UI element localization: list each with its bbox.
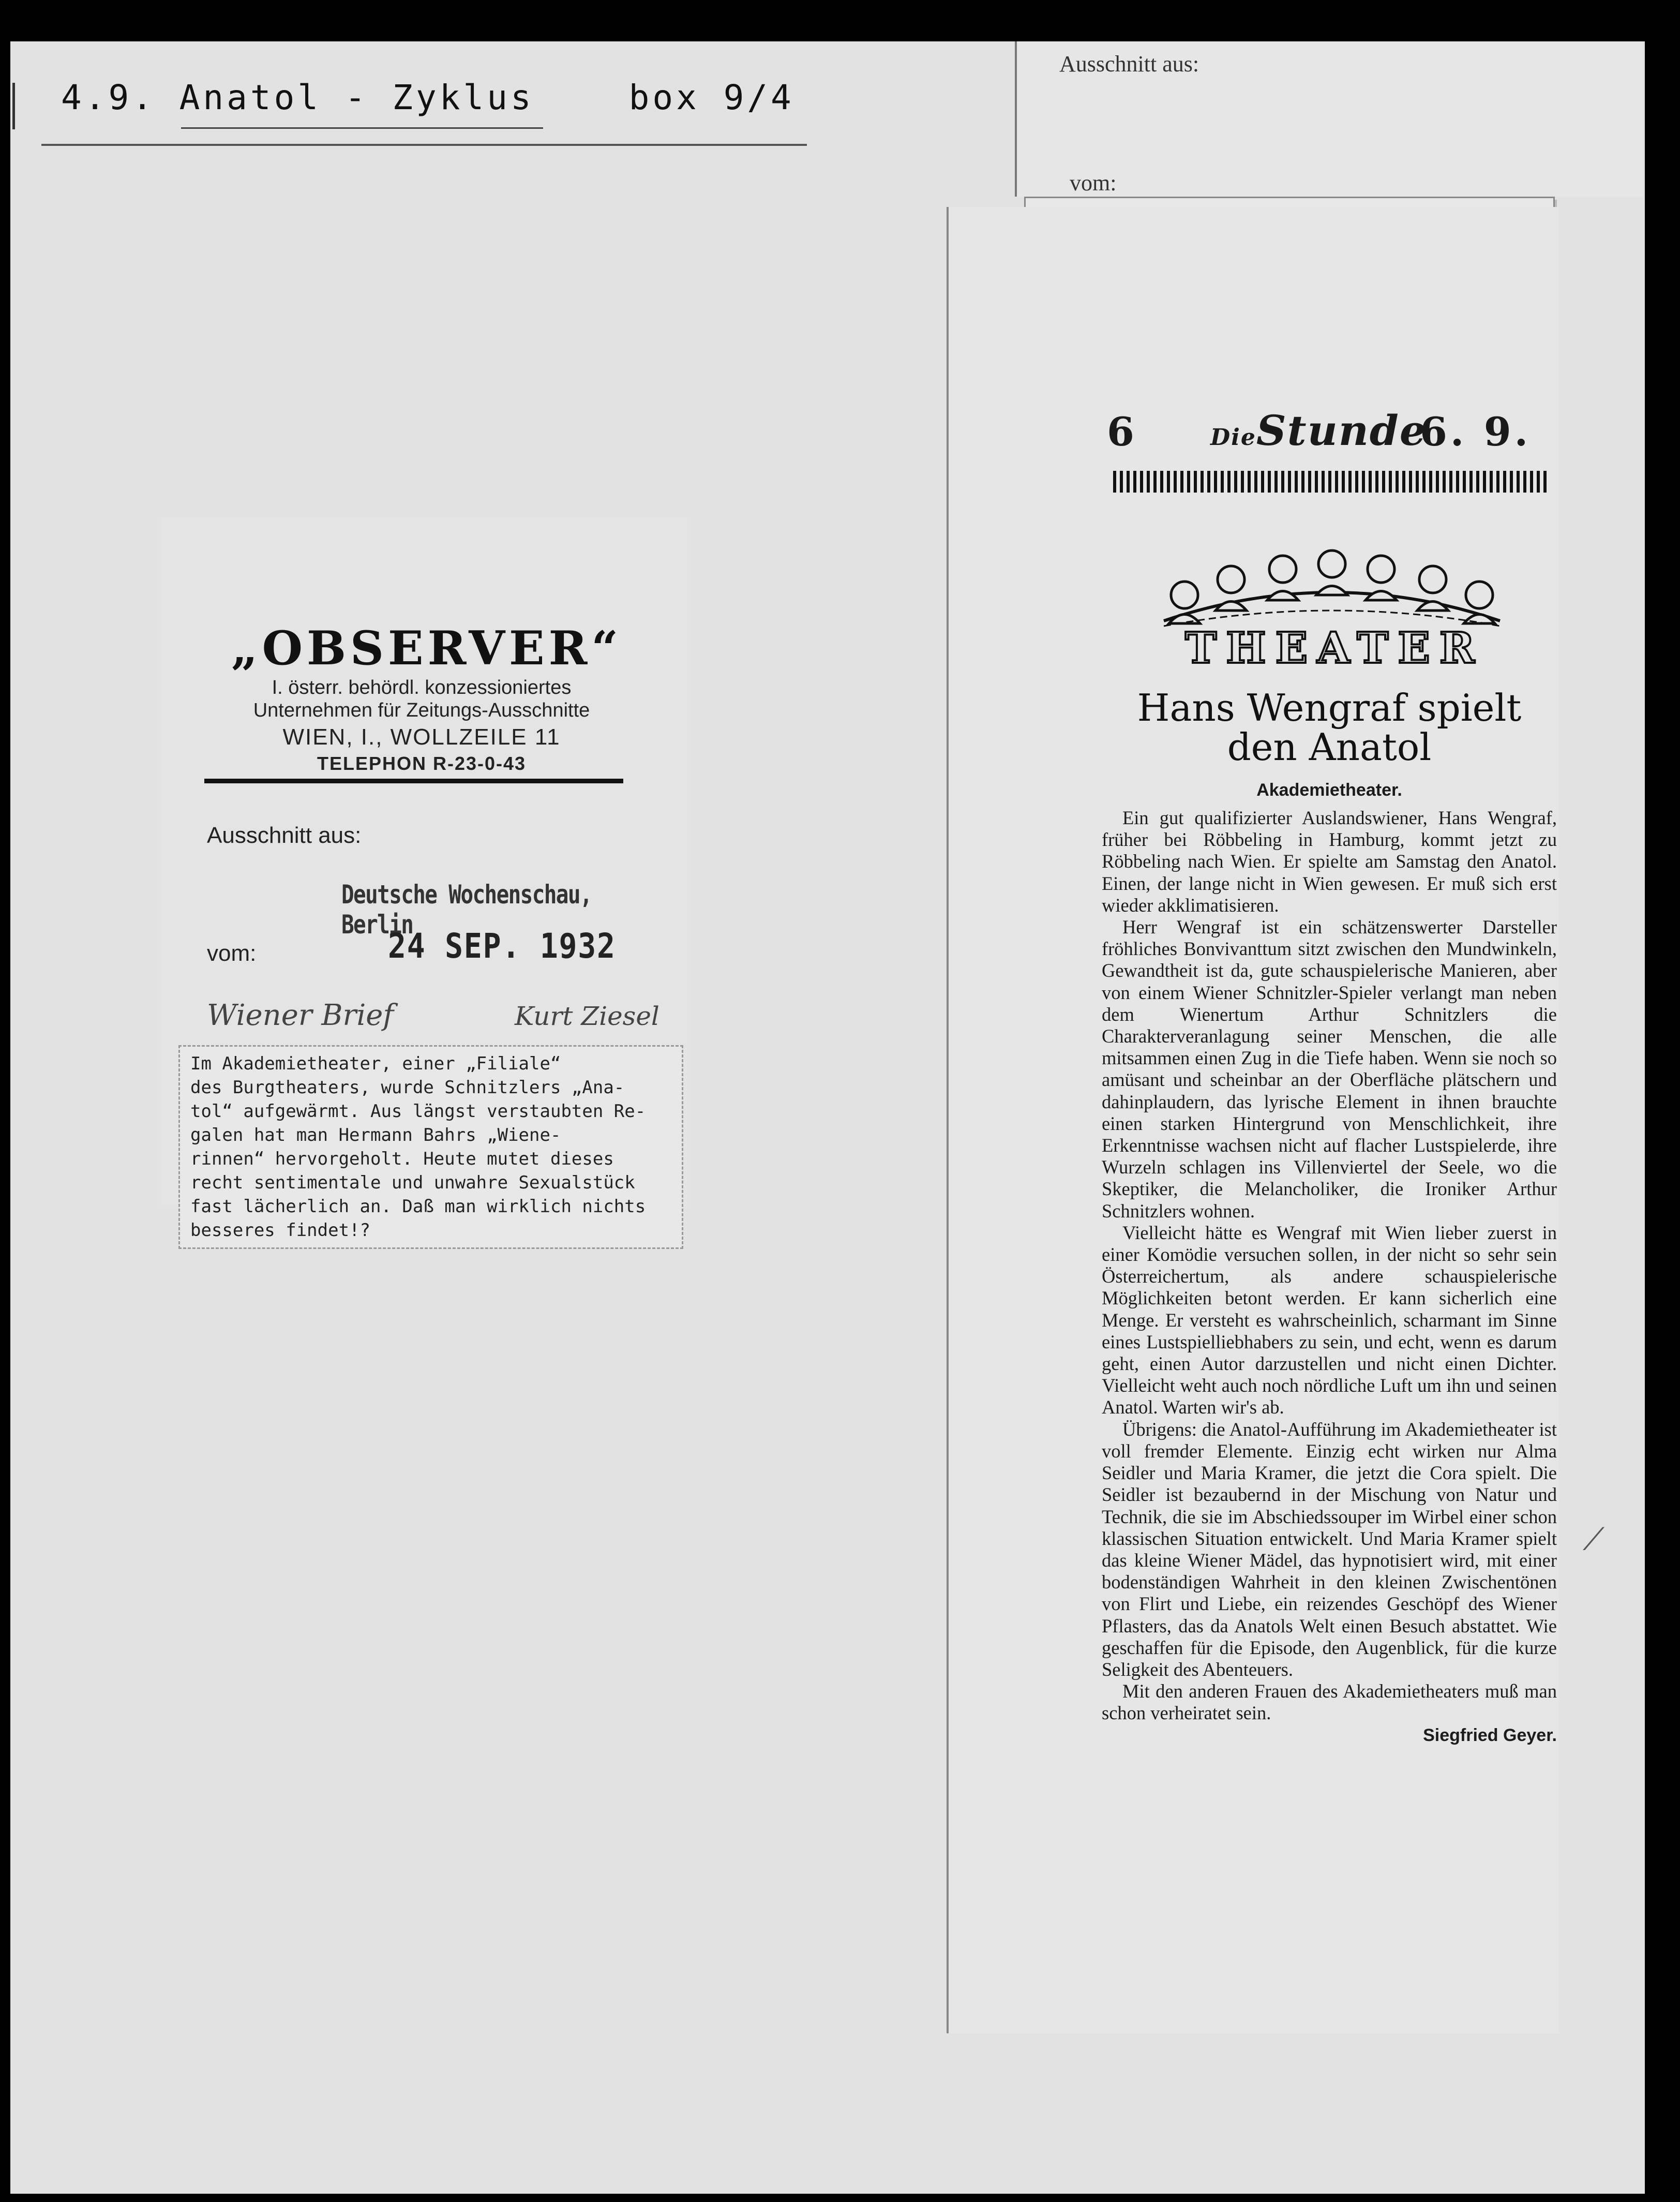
handwritten-note-right: Kurt Ziesel [515, 1001, 659, 1031]
title-underline [181, 127, 543, 129]
newspaper-date: 6. 9. [1420, 409, 1532, 455]
article-headline: Hans Wengraf spielt den Anatol [1137, 686, 1522, 769]
slip-vom-label: vom: [1070, 170, 1117, 196]
article-paragraph: Mit den anderen Frauen des Akademietheaters muß man schon verheiratet sein. [1102, 1680, 1557, 1724]
slip-ausschnitt-label: Ausschnitt aus: [1059, 51, 1199, 77]
observer-line-1: I. österr. behördl. konzessioniertes [272, 677, 572, 698]
paper-crease-mark: ⟋ [1583, 1521, 1604, 1557]
archive-header-label: 4.9. Anatol - Zyklus box 9/4 [61, 78, 794, 117]
article-body [1102, 807, 1557, 1746]
section-heading-theater: THEATER [1185, 623, 1484, 673]
article-paragraph: Herr Wengraf ist ein schätzenswerter Darsteller fröhliches Bonvivanttum sitzt zwischen den Mundwinkeln, Gewandtheit ist da, gute schauspielerische Manieren, aber von einem Wiener Schnitzler-Spieler verlangt man neben dem Wienertum Arthur Schnitzlers die Charakterveranlagung seiner Menschen, die alle mitsammen einen Zug in die Tiefe haben. Wenn sie noch so amüsant und scheinbar an der Oberfläche plätschern und dahinplaudern, das lyrische Element in ihnen brauchte einen starken Hintergrund von Menschlichkeit, ihre Erkenntnisse wachsen nicht auf flacher Lustspielerde, ihre Wurzeln schlagen ins Villenviertel der Seele, wo die Skeptiker, die Melancholiker, die Ironiker Arthur Schnitzlers wohnen. [1102, 916, 1557, 1222]
observer-rule [204, 779, 623, 783]
article-signature: Siegfried Geyer. [1423, 1725, 1557, 1745]
observer-title: „OBSERVER“ [231, 621, 623, 676]
masthead-prefix: Die [1210, 424, 1256, 451]
newspaper-masthead [1210, 406, 1427, 455]
observer-telephone: TELEPHON R-23-0-43 [317, 753, 527, 774]
handwritten-note-left: Wiener Brief [207, 999, 394, 1032]
article-paragraph: Übrigens: die Anatol-Aufführung im Akademietheater ist voll fremder Elemente. Einzig echt wirken nur Alma Seidler und Maria Kramer, die jetzt die Cora spielt. Die Seidler ist bezaubernd in der Mischung von Natur und Technik, die sie im Abschiedssouper im Wirbel einer schon klassischen Situation entwickelt. Und Maria Kramer spielt das kleine Wiener Mädel, das hypnotisiert wird, mit einer bodenständigen Wahrheit in den kleinen Zwischentönen von Flirt und Liebe, ein reizendes Geschöpf des Wiener Pflasters, das da Anatols Welt einen Besuch abstattet. Wie geschaffen für die Episode, den Augenblick, für die kurze Seligkeit des Abenteuers. [1102, 1418, 1557, 1680]
date-stamp: 24 SEP. 1932 [388, 926, 616, 966]
page-edge-mark [12, 83, 15, 129]
source-stamp: Deutsche Wochenschau, Berlin [341, 880, 592, 940]
observer-address: WIEN, I., WOLLZEILE 11 [282, 724, 561, 750]
article-subhead: Akademietheater. [1256, 780, 1402, 800]
observer-clipping-text: Im Akademietheater, einer „Filiale“ des Burgtheaters, wurde Schnitzlers „Ana- tol“ aufgewärmt. Aus längst verstaubten Re- galen hat man Hermann Bahrs „Wiene- rinnen“ hervorgeholt. Heute mutet dieses recht sentimentale und unwahre Sexualstück fast lächerlich an. Daß man wirklich nichts besseres findet!? [178, 1045, 683, 1249]
observer-line-2: Unternehmen für Zeitungs-Ausschnitte [253, 700, 590, 721]
observer-vom-label: vom: [207, 941, 257, 966]
masthead-word: Stunde [1256, 406, 1427, 455]
header-rule [41, 144, 807, 146]
article-paragraph: Ein gut qualifizierter Auslandswiener, Hans Wengraf, früher bei Röbbeling in Hamburg, kommt jetzt zu Röbbeling nach Wien. Er spielte am Samstag den Anatol. Einen, der lange nicht in Wien gewesen. Er muß sich erst wieder akklimatisieren. [1102, 807, 1557, 916]
observer-ausschnitt-label: Ausschnitt aus: [207, 823, 362, 848]
masthead-rule-pattern [1113, 471, 1550, 493]
newspaper-page-number: 6 [1107, 409, 1134, 455]
article-paragraph: Vielleicht hätte es Wengraf mit Wien lieber zuerst in einer Komödie versuchen sollen, in der nicht so sehr sein Österreichertum, als andere schauspielerische Möglichkeiten betont werden. Er kann sicherlich eine Menge. Er versteht es wahrscheinlich, scharmant im Sinne eines Lustspielliebhabers zu sein, und echt, wenn es darum geht, einen Autor darzustellen und nicht einen Dichter. Vielleicht weht auch noch nördliche Luft um ihn und seinen Anatol. Warten wir's ab. [1102, 1222, 1557, 1418]
observer-clipping [158, 517, 691, 1241]
